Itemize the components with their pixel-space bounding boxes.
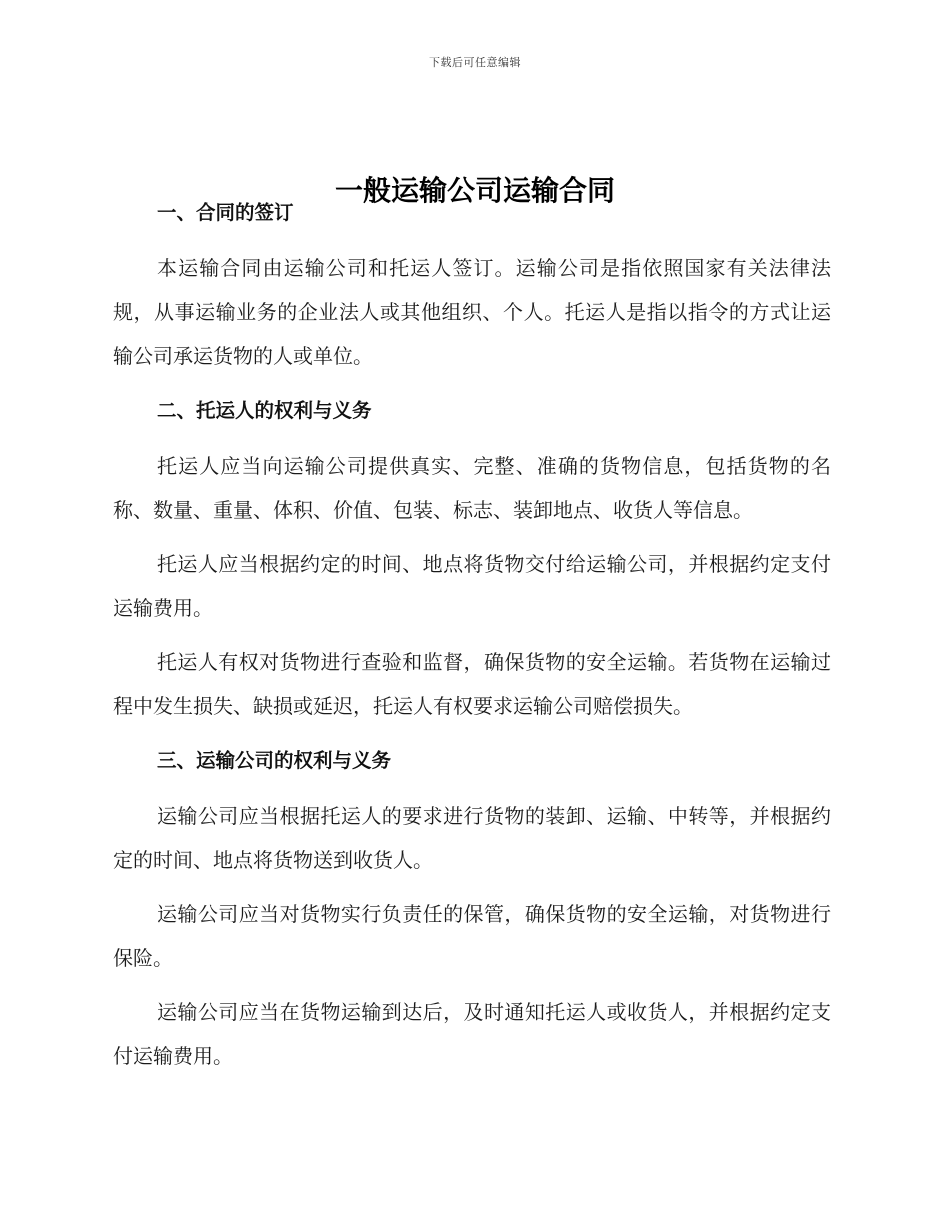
section-signing: [113, 196, 831, 378]
section-carrier-rights: [113, 744, 831, 1078]
paragraph: 托运人应当向运输公司提供真实、完整、准确的货物信息，包括货物的名称、数量、重量、体积、价值、包装、标志、装卸地点、收货人等信息。: [113, 454, 831, 522]
page-header-note: 下载后可任意编辑: [429, 56, 521, 69]
section-shipper-rights: [113, 394, 831, 728]
document-body: [113, 196, 831, 1078]
section-heading: 一、合同的签订: [157, 201, 294, 224]
paragraph: 运输公司应当在货物运输到达后，及时通知托运人或收货人，并根据约定支付运输费用。: [113, 1000, 831, 1068]
paragraph: 运输公司应当根据托运人的要求进行货物的装卸、运输、中转等，并根据约定的时间、地点将货物送到收货人。: [113, 804, 831, 872]
paragraph: 托运人有权对货物进行查验和监督，确保货物的安全运输。若货物在运输过程中发生损失、缺损或延迟，托运人有权要求运输公司赔偿损失。: [113, 650, 831, 718]
section-heading: 二、托运人的权利与义务: [157, 399, 372, 422]
paragraph: 运输公司应当对货物实行负责任的保管，确保货物的安全运输，对货物进行保险。: [113, 902, 831, 970]
paragraph: 本运输合同由运输公司和托运人签订。运输公司是指依照国家有关法律法规，从事运输业务的企业法人或其他组织、个人。托运人是指以指令的方式让运输公司承运货物的人或单位。: [113, 256, 831, 368]
document-title: 一般运输公司运输合同: [334, 173, 615, 207]
section-heading: 三、运输公司的权利与义务: [157, 749, 392, 772]
paragraph: 托运人应当根据约定的时间、地点将货物交付给运输公司，并根据约定支付运输费用。: [113, 552, 831, 620]
